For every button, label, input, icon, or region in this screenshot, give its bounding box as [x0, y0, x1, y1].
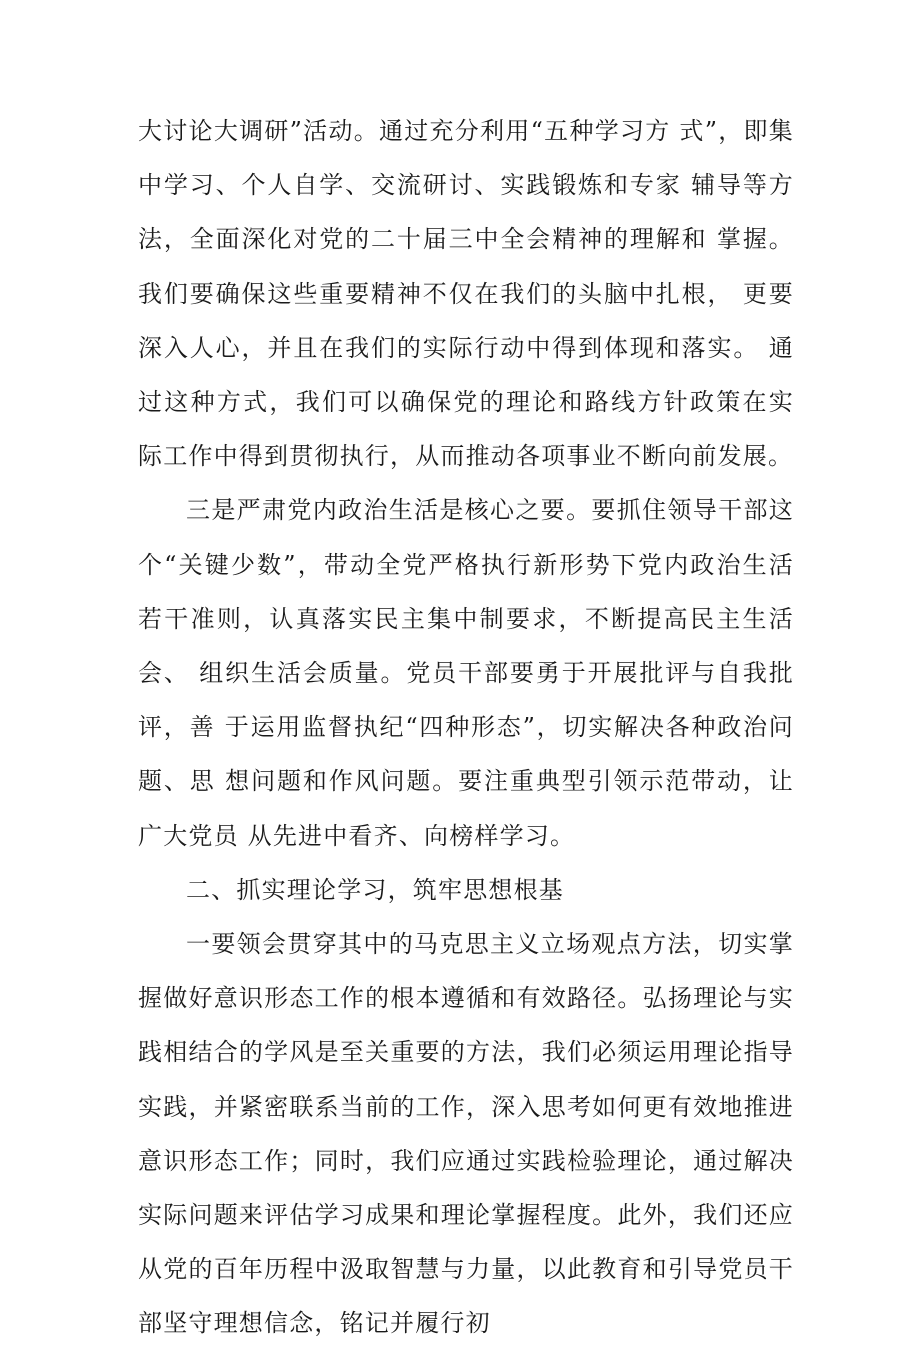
document-body [138, 104, 794, 1351]
section-heading: 二、抓实理论学习，筑牢思想根基 [186, 875, 564, 904]
paragraph-strict-political-life: 三是严肃党内政治生活是核心之要。要抓住领导干部这 个“关键少数”，带动全党严格执行新形势下党内政治生活 若干准则，认真落实民主集中制要求，不断提高民主生活会、 组织生活会质量。党员干部要勇于开展批评与自我批评，善 于运用监督执纪“四种形态”，切实解决各种政治问题、思 想问题和作风问题。要注重典型引领示范带动，让广大党员 从先进中看齐、向榜样学习。 [138, 496, 794, 850]
paragraph-marxist-method: 一要领会贯穿其中的马克思主义立场观点方法，切实掌 握做好意识形态工作的根本遵循和有效路径。弘扬理论与实 践相结合的学风是至关重要的方法，我们必须运用理论指导 实践，并紧密联系当前的工作，深入思考如何更有效地推进 意识形态工作；同时，我们应通过实践检验理论，通过解决 实际问题来评估学习成果和理论掌握程度。此外，我们还应 从党的百年历程中汲取智慧与力量，以此教育和引导党员干 部坚守理想信念，铭记并履行初 [138, 930, 794, 1338]
paragraph-continued: 大讨论大调研”活动。通过充分利用“五种学习方 式”，即集中学习、个人自学、交流研讨、实践锻炼和专家 辅导等方法，全面深化对党的二十届三中全会精神的理解和 掌握。我们要确保这些重要精神不仅在我们的头脑中扎根， 更要深入人心，并且在我们的实际行动中得到体现和落实。 通过这种方式，我们可以确保党的理论和路线方针政策在实 际工作中得到贯彻执行，从而推动各项事业不断向前发展。 [138, 117, 794, 471]
